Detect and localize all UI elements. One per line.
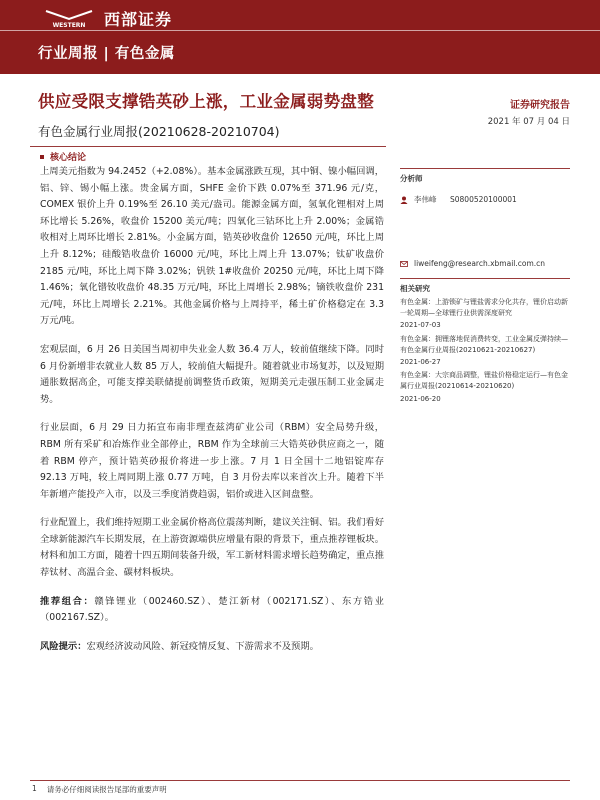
paragraph-allocation: 行业配置上，我们维持短期工业金属价格高位震荡判断，建议关注铜、铝。我们看好全球新能源汽车长期发展，在上游资源端供应增量有限的背景下，重点推荐锂板块。材料和加工方面，随着十四五期间装备升级，军工新材料需求增长趋势确定，重点推荐钛材、高温合金、碳材料板块。 <box>40 517 384 579</box>
related-item[interactable]: 有色金属：大宗商品调整，锂盐价格稳定运行—有色金属行业周报(20210614-20210620) <box>400 371 568 391</box>
person-icon <box>400 196 408 204</box>
footer-disclaimer: 请务必仔细阅读报告尾部的重要声明 <box>46 785 167 794</box>
section-heading <box>40 150 86 163</box>
analyst-id: S0800520100001 <box>450 195 517 204</box>
report-subtitle: 有色金属行业周报(20210628-20210704) <box>38 124 280 139</box>
mail-icon <box>400 260 408 268</box>
related-item[interactable]: 有色金属：上游锁矿与锂盐需求分化共存，锂价启动新一轮周期—全球锂行业供需深度研究 <box>400 298 568 318</box>
logo-en-text: WESTERN <box>52 21 86 29</box>
analyst-email[interactable]: liweifeng@research.xbmail.com.cn <box>414 259 546 268</box>
sidebar <box>400 168 570 407</box>
logo <box>38 7 172 30</box>
portfolio-label: 推荐组合： <box>40 595 95 607</box>
paragraph-portfolio <box>40 594 384 627</box>
report-title: 供应受限支撑锆英砂上涨，工业金属弱势盘整 <box>38 92 374 111</box>
paragraph-market: 上周美元指数为 94.2452（+2.08%）。基本金属涨跌互现，其中铜、镍小幅回调，铝、锌、锡小幅上涨。贵金属方面，SHFE 金价下跌 0.07%至 371.96 元/克，COMEX 银价上升 0.19%至 26.10 美元/盎司。能源金属方面，氢氧化锂相对上周环比增长 5.26%，收盘价 15200 美元/吨；四氧化三钴环比上升 2.00%；金属锆收相对上周环比增长 2.81%。小金属方面，锆英砂收盘价 12650 元/吨，环比上周上升 8.12%；硅酸锆收盘价 16000 元/吨，环比上周上升 13.07%；钛矿收盘价 2185 元/吨，环比上周下降 3.02%；钒铁 1#收盘价 20250 元/吨，环比上周下降 1.46%；氧化镨钕收盘价 48.35 万元/吨，环比上周增长 2.98%；镝铁收盘价 231 元/吨，环比上周增长 2.21%。其他金属价格与上周持平，稀土矿价格稳定在 3.3 万元/吨。 <box>40 166 384 327</box>
analyst-heading: 分析师 <box>400 174 423 183</box>
sidebar-divider <box>400 168 570 169</box>
header-band <box>0 0 600 74</box>
paragraph-industry: 行业层面，6 月 29 日力拓宣布南非理查兹湾矿业公司（RBM）安全局势升级，RBM 所有采矿和冶炼作业全部停止，RBM 作为全球前三大锆英砂供应商之一，随着 RBM 停产，预计锆英砂报价将进一步上涨。7 月 1 日全国十二地铝锭库存 92.13 万吨，较上周同期上涨 0.77 万吨，自 3 月份去库以来首次上升。随着下半年新增产能投产入市，以及三季度消费趋弱，铝价或进入区间盘整。 <box>40 422 384 500</box>
paragraph-risk <box>40 639 384 656</box>
related-item-date: 2021-06-20 <box>400 394 441 403</box>
section-divider <box>30 146 386 147</box>
footer-divider <box>30 780 570 781</box>
page-number: 1 <box>32 784 37 793</box>
paragraph-macro: 宏观层面，6 月 26 日美国当周初申失业金人数 36.4 万人，较前值继续下降。同时 6 月份新增非农就业人数 85 万人，较前值大幅提升。随着就业市场复苏，以及短期通胀数据高企，可能支撑美联储提前调整货币政策，短期美元走强压制工业金属走势。 <box>40 343 384 405</box>
report-category: 行业周报 | 有色金属 <box>38 46 175 62</box>
analyst-name: 李伟峰 <box>414 195 437 204</box>
report-body <box>40 164 384 667</box>
risk-label: 风险提示： <box>40 640 87 652</box>
report-type: 证券研究报告 <box>510 100 570 111</box>
report-date: 2021 年 07 月 04 日 <box>487 117 570 127</box>
related-item-date: 2021-07-03 <box>400 321 441 330</box>
footer <box>32 784 167 795</box>
sidebar-divider-related <box>400 278 570 279</box>
portfolio-text: 赣锋锂业（002460.SZ）、楚江新材（002171.SZ）、东方锆业（002167.SZ）。 <box>40 595 384 624</box>
logo-cn-text: 西部证券 <box>104 10 173 29</box>
analyst-row <box>400 194 570 205</box>
related-item-date: 2021-06-27 <box>400 358 441 367</box>
risk-text: 宏观经济波动风险、新冠疫情反复、下游需求不及预期。 <box>86 640 319 652</box>
related-heading: 相关研究 <box>400 284 430 293</box>
related-list <box>400 297 570 405</box>
related-item[interactable]: 有色金属：拥锂落地促消费转变，工业金属反弹持续—有色金属行业周报(20210621-20210627) <box>400 334 568 354</box>
header-divider <box>0 30 600 31</box>
western-logo-icon <box>38 9 100 29</box>
email-row <box>400 259 570 268</box>
section-heading-text: 核心结论 <box>50 153 87 163</box>
bullet-square-icon <box>40 155 44 159</box>
